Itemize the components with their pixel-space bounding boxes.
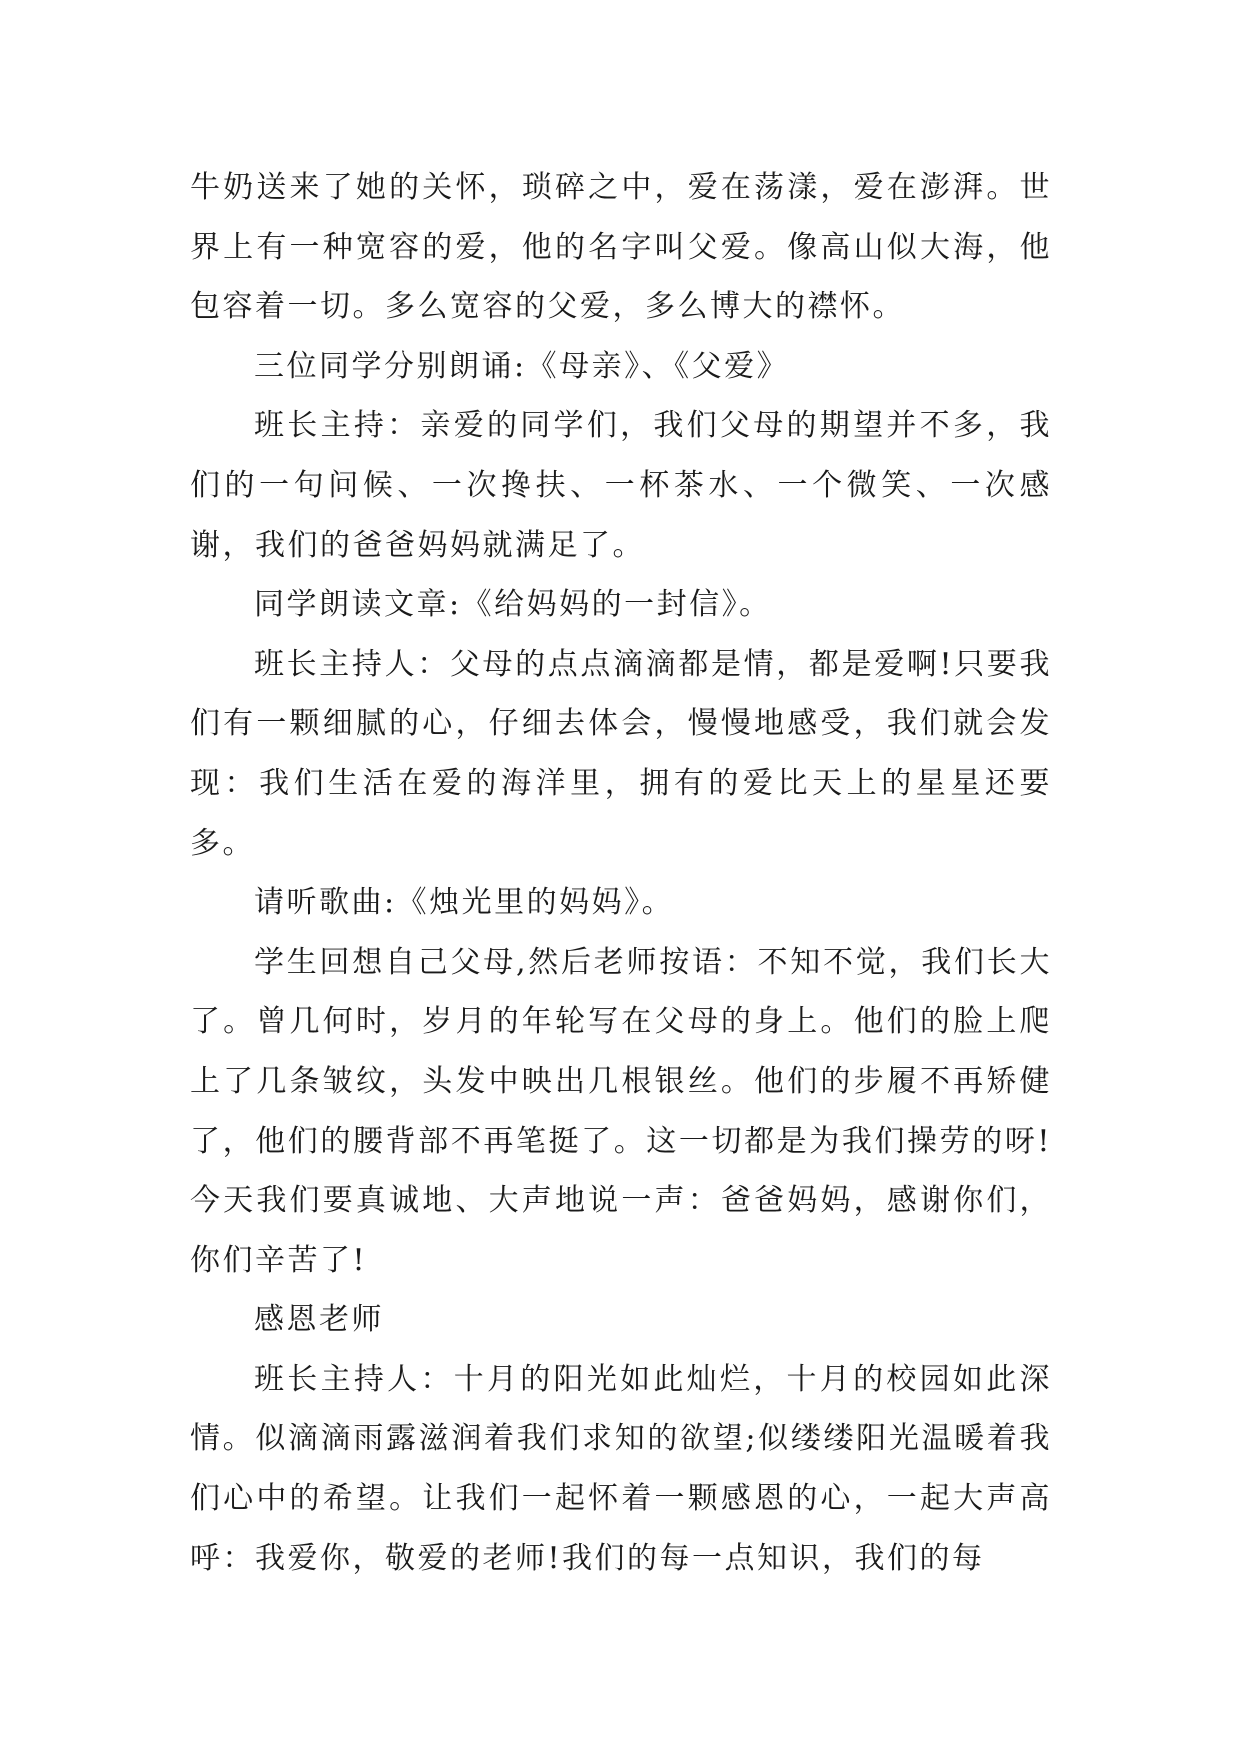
paragraph-4: 同学朗读文章:《给妈妈的一封信》。 [254,587,772,623]
paragraph-5: 班长主持人：父母的点点滴滴都是情，都是爱啊!只要我们有一颗细腻的心，仔细去体会，慢慢地感受，我们就会发现：我们生活在爱的海洋里，拥有的爱比天上的星星还要多。 [190,646,1052,861]
paragraph-2: 三位同学分别朗诵:《母亲》、《父爱》 [254,348,790,384]
paragraph-3: 班长主持：亲爱的同学们，我们父母的期望并不多，我们的一句问候、一次搀扶、一杯茶水、一个微笑、一次感谢，我们的爸爸妈妈就满足了。 [190,408,1052,563]
paragraph-9: 班长主持人：十月的阳光如此灿烂，十月的校园如此深情。似滴滴雨露滋润着我们求知的欲望;似缕缕阳光温暖着我们心中的希望。让我们一起怀着一颗感恩的心，一起大声高呼：我爱你，敬爱的老师!我们的每一点知识，我们的每 [190,1361,1052,1576]
paragraph-6: 请听歌曲:《烛光里的妈妈》。 [254,885,675,921]
document-body [190,158,1052,1588]
paragraph-1: 牛奶送来了她的关怀，琐碎之中，爱在荡漾，爱在澎湃。世界上有一种宽容的爱，他的名字叫父爱。像高山似大海，他包容着一切。多么宽容的父爱，多么博大的襟怀。 [190,170,1052,325]
paragraph-7: 学生回想自己父母,然后老师按语：不知不觉，我们长大了。曾几何时，岁月的年轮写在父母的身上。他们的脸上爬上了几条皱纹，头发中映出几根银丝。他们的步履不再矫健了，他们的腰背部不再笔挺了。这一切都是为我们操劳的呀!今天我们要真诚地、大声地说一声：爸爸妈妈，感谢你们，你们辛苦了! [190,944,1052,1278]
section-heading: 感恩老师 [254,1302,384,1338]
